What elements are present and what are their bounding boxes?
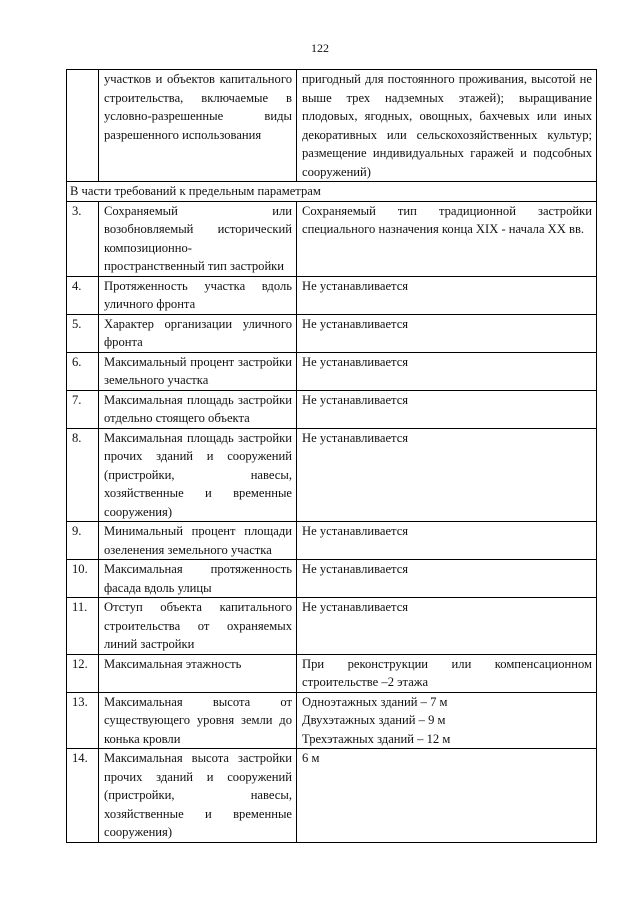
cell-parameter: Протяженность участка вдоль уличного фронта <box>99 276 297 314</box>
table-row <box>67 390 597 428</box>
cell-number: 3. <box>67 201 99 276</box>
cell-parameter: участков и объектов капитального строительства, включаемые в условно-разрешенные виды разрешенного использования <box>99 70 297 182</box>
cell-value <box>297 692 597 749</box>
table-row <box>67 598 597 655</box>
table-row <box>67 560 597 598</box>
cell-parameter: Сохраняемый или возобновляемый исторический композиционно-пространственный тип застройки <box>99 201 297 276</box>
table-row <box>67 692 597 749</box>
value-line: Трехэтажных зданий – 12 м <box>302 731 451 746</box>
cell-number: 6. <box>67 352 99 390</box>
table-row <box>67 428 597 522</box>
cell-value: 6 м <box>297 749 597 843</box>
cell-parameter: Максимальная протяженность фасада вдоль улицы <box>99 560 297 598</box>
cell-value: Не устанавливается <box>297 352 597 390</box>
cell-number: 12. <box>67 654 99 692</box>
cell-number <box>67 70 99 182</box>
cell-number: 5. <box>67 314 99 352</box>
cell-value: Не устанавливается <box>297 598 597 655</box>
table-row <box>67 352 597 390</box>
section-heading-row <box>67 182 597 202</box>
table-row <box>67 314 597 352</box>
cell-parameter: Максимальный процент застройки земельного участка <box>99 352 297 390</box>
table-row <box>67 749 597 843</box>
cell-number: 8. <box>67 428 99 522</box>
cell-value: При реконструкции или компенсационном строительстве –2 этажа <box>297 654 597 692</box>
cell-number: 10. <box>67 560 99 598</box>
cell-parameter: Максимальная площадь застройки прочих зданий и сооружений (пристройки, навесы, хозяйственные и временные сооружения) <box>99 428 297 522</box>
table-row-continuation <box>67 70 597 182</box>
regulations-table <box>66 69 597 843</box>
cell-parameter: Максимальная высота застройки прочих зданий и сооружений (пристройки, навесы, хозяйственные и временные сооружения) <box>99 749 297 843</box>
cell-parameter: Максимальная площадь застройки отдельно стоящего объекта <box>99 390 297 428</box>
page-number: 122 <box>311 41 329 55</box>
cell-value: Сохраняемый тип традиционной застройки специального назначения конца XIX - начала XX вв. <box>297 201 597 276</box>
table-row <box>67 654 597 692</box>
value-line: Одноэтажных зданий – 7 м <box>302 694 448 709</box>
cell-value: пригодный для постоянного проживания, высотой не выше трех надземных этажей); выращивание плодовых, ягодных, овощных, бахчевых или иных декоративных или сельскохозяйственных культур; размещение индивидуальных гаражей и подсобных сооружений) <box>297 70 597 182</box>
cell-number: 13. <box>67 692 99 749</box>
cell-value: Не устанавливается <box>297 314 597 352</box>
cell-parameter: Минимальный процент площади озеленения земельного участка <box>99 522 297 560</box>
cell-parameter: Максимальная высота от существующего уровня земли до конька кровли <box>99 692 297 749</box>
cell-parameter: Характер организации уличного фронта <box>99 314 297 352</box>
table-row <box>67 276 597 314</box>
cell-value: Не устанавливается <box>297 276 597 314</box>
cell-number: 9. <box>67 522 99 560</box>
cell-value: Не устанавливается <box>297 522 597 560</box>
cell-number: 11. <box>67 598 99 655</box>
cell-value: Не устанавливается <box>297 560 597 598</box>
cell-value: Не устанавливается <box>297 428 597 522</box>
section-heading: В части требований к предельным параметрам <box>67 182 597 202</box>
cell-parameter: Максимальная этажность <box>99 654 297 692</box>
table-row <box>67 522 597 560</box>
value-line: Двухэтажных зданий – 9 м <box>302 713 446 727</box>
cell-parameter: Отступ объекта капитального строительства от охраняемых линий застройки <box>99 598 297 655</box>
table-row <box>67 201 597 276</box>
cell-number: 14. <box>67 749 99 843</box>
cell-number: 4. <box>67 276 99 314</box>
cell-value: Не устанавливается <box>297 390 597 428</box>
cell-number: 7. <box>67 390 99 428</box>
